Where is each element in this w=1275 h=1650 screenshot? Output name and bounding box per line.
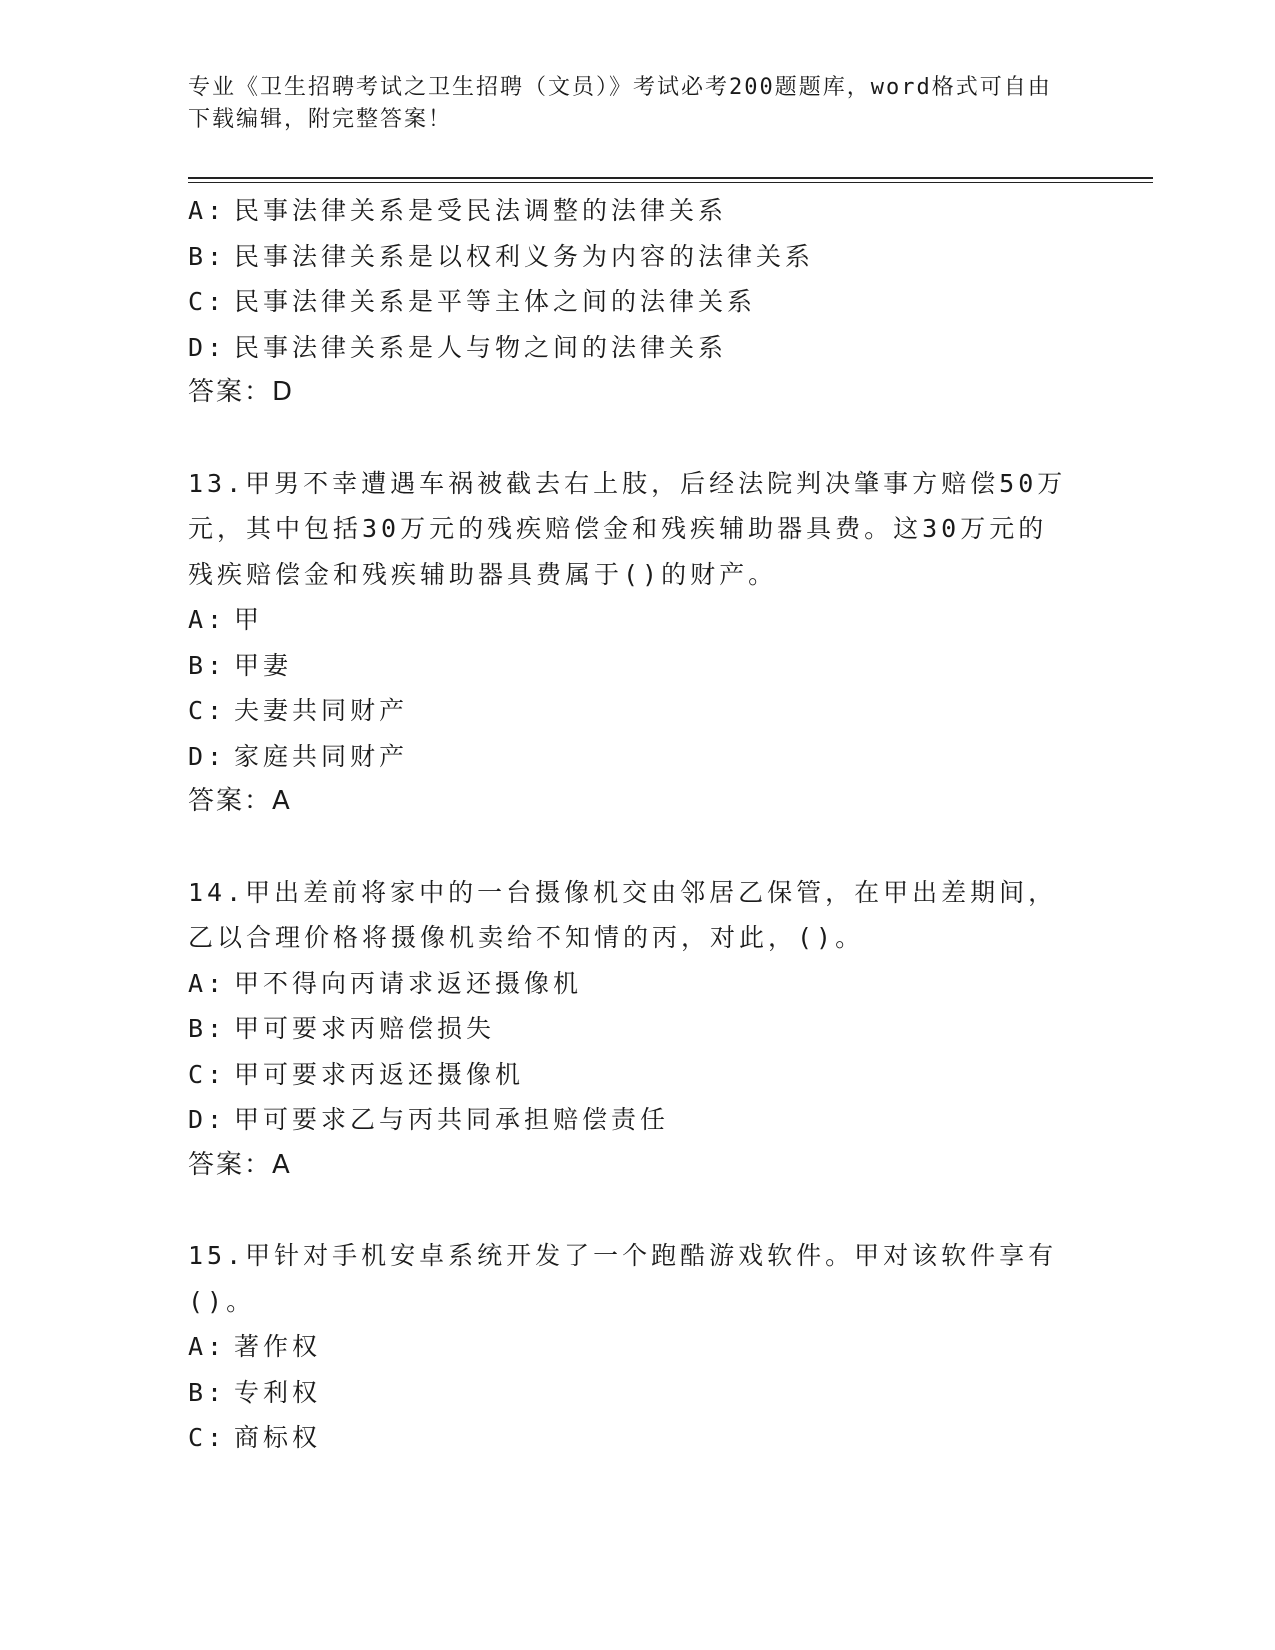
option-text: 家庭共同财产 xyxy=(234,741,409,771)
option-label: B: xyxy=(188,1377,227,1407)
spacer xyxy=(188,1188,1088,1233)
option-text: 甲 xyxy=(234,605,264,634)
option-label: B: xyxy=(188,241,227,271)
option-text: 甲不得向丙请求返还摄像机 xyxy=(234,968,583,998)
question-14 xyxy=(188,870,1088,1189)
option-text: 甲可要求乙与丙共同承担赔偿责任 xyxy=(234,1105,670,1134)
option-c xyxy=(188,279,1088,325)
option-label: C: xyxy=(188,1423,227,1452)
option-text: 民事法律关系是人与物之间的法律关系 xyxy=(234,332,728,362)
option-text: 甲可要求丙赔偿损失 xyxy=(234,1014,496,1043)
option-label: C: xyxy=(188,1059,227,1089)
option-b xyxy=(188,1006,1088,1052)
option-label: D: xyxy=(188,1105,227,1134)
answer-line: 答案：A xyxy=(188,786,292,816)
option-a xyxy=(188,597,1088,643)
option-c xyxy=(188,688,1088,734)
option-d xyxy=(188,734,1088,780)
option-d xyxy=(188,325,1088,371)
option-label: A: xyxy=(188,968,227,998)
option-b xyxy=(188,234,1088,280)
option-c xyxy=(188,1052,1088,1098)
document-body xyxy=(188,188,1088,1461)
option-text: 民事法律关系是以权利义务为内容的法律关系 xyxy=(234,241,815,271)
option-label: C: xyxy=(188,287,227,316)
option-text: 专利权 xyxy=(234,1377,322,1407)
option-c xyxy=(188,1415,1088,1461)
answer-line: 答案：D xyxy=(188,377,295,407)
answer-line: 答案：A xyxy=(188,1149,292,1180)
option-label: D: xyxy=(188,741,227,771)
question-stem: 15.甲针对手机安卓系统开发了一个跑酷游戏软件。甲对该软件享有()。 xyxy=(188,1241,1058,1316)
option-a xyxy=(188,961,1088,1007)
option-label: C: xyxy=(188,696,227,725)
option-text: 著作权 xyxy=(234,1332,322,1361)
option-b xyxy=(188,643,1088,689)
question-12-continued xyxy=(188,188,1088,416)
option-a xyxy=(188,1324,1088,1370)
option-a xyxy=(188,188,1088,234)
spacer xyxy=(188,416,1088,461)
header-divider-thick xyxy=(188,177,1153,179)
option-label: B: xyxy=(188,1014,227,1043)
question-15 xyxy=(188,1233,1088,1461)
question-13 xyxy=(188,461,1088,825)
option-text: 民事法律关系是平等主体之间的法律关系 xyxy=(234,287,757,316)
option-text: 民事法律关系是受民法调整的法律关系 xyxy=(234,196,728,225)
spacer xyxy=(188,825,1088,870)
question-stem: 13.甲男不幸遭遇车祸被截去右上肢，后经法院判决肇事方赔偿50万元，其中包括30万元的残疾赔偿金和残疾辅助器具费。这30万元的残疾赔偿金和残疾辅助器具费属于()的财产。 xyxy=(188,468,1067,589)
option-label: A: xyxy=(188,605,227,634)
option-text: 甲妻 xyxy=(234,650,293,680)
option-text: 甲可要求丙返还摄像机 xyxy=(234,1059,525,1089)
option-label: A: xyxy=(188,1332,227,1361)
header-divider-thin xyxy=(188,182,1153,183)
option-text: 商标权 xyxy=(234,1423,322,1452)
option-label: A: xyxy=(188,196,227,225)
question-stem: 14.甲出差前将家中的一台摄像机交由邻居乙保管，在甲出差期间，乙以合理价格将摄像机卖给不知情的丙，对此，()。 xyxy=(188,877,1058,952)
option-label: B: xyxy=(188,650,227,680)
option-b xyxy=(188,1370,1088,1416)
option-text: 夫妻共同财产 xyxy=(234,696,409,725)
option-d xyxy=(188,1097,1088,1143)
option-label: D: xyxy=(188,332,227,362)
document-header: 专业《卫生招聘考试之卫生招聘（文员）》考试必考200题题库，word格式可自由下载编辑，附完整答案！ xyxy=(188,75,1052,132)
